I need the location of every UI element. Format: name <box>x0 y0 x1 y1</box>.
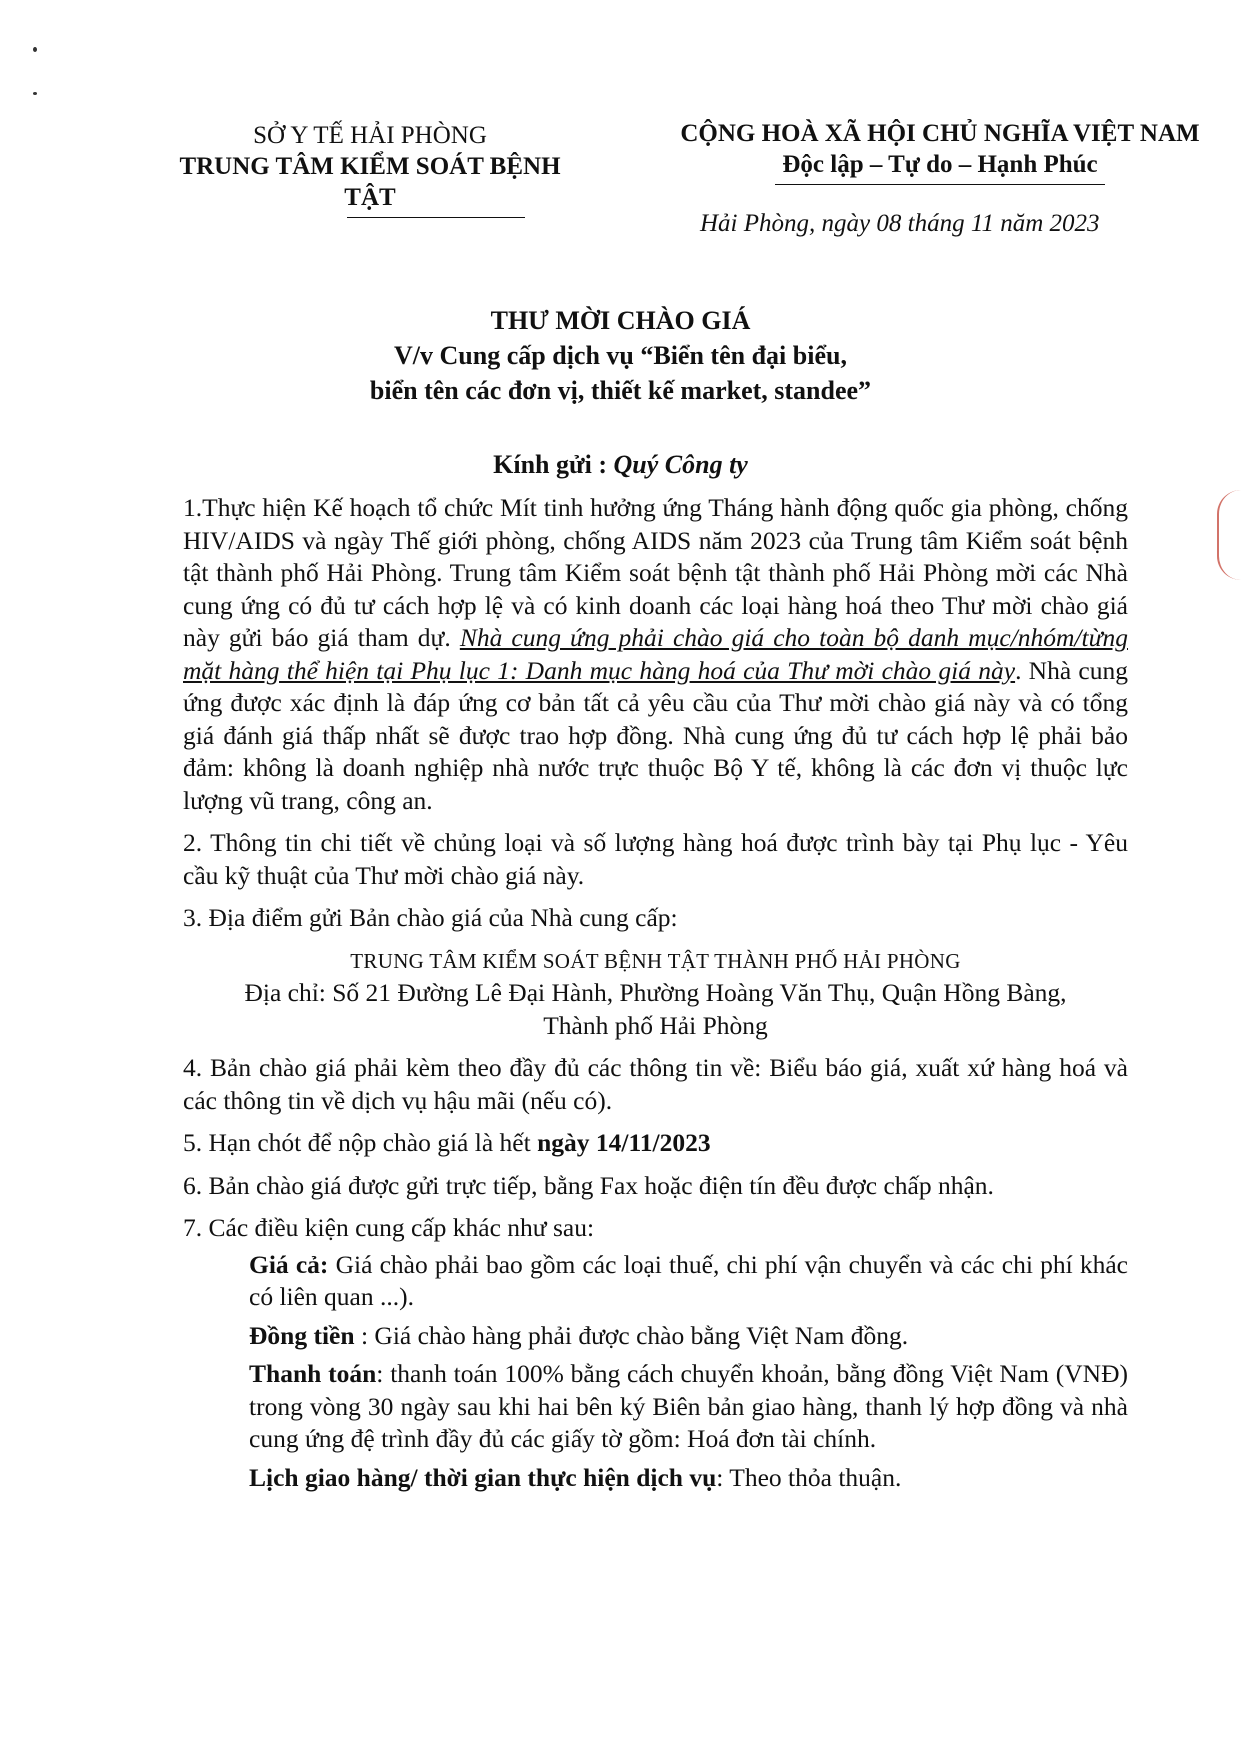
issuer-department: SỞ Y TẾ HẢI PHÒNG <box>253 122 487 149</box>
motto-underline <box>775 184 1105 185</box>
condition-text: : Theo thỏa thuận. <box>716 1462 902 1492</box>
paragraph-1 <box>183 492 1128 817</box>
condition-text: Giá chào phải bao gồm các loại thuế, chi phí vận chuyển và các chi phí khác có liên quan ...). <box>249 1249 1129 1311</box>
scan-speck <box>33 92 37 95</box>
condition-item <box>249 1358 1128 1456</box>
condition-text: : thanh toán 100% bằng cách chuyển khoản, bằng đồng Việt Nam (VNĐ) trong vòng 30 ngày sau khi hai bên ký Biên bản giao hàng, thanh lý hợp đồng và nhà cung ứng đệ trình đầy đủ các giấy tờ gồm: Hoá đơn tài chính. <box>249 1359 1128 1453</box>
condition-item <box>249 1320 1128 1353</box>
document-title <box>0 303 1241 408</box>
scan-speck <box>33 47 37 52</box>
stamp-edge-mark <box>1217 490 1241 580</box>
condition-label: Thanh toán <box>249 1359 377 1388</box>
conditions-list <box>183 1249 1128 1495</box>
condition-item <box>249 1462 1128 1495</box>
submission-address <box>183 945 1128 1043</box>
greeting-label: Kính gửi : <box>493 450 614 479</box>
document-body <box>183 492 1128 1500</box>
underlined-requirement: Nhà cung ứng phải chào giá cho toàn bộ danh mục/nhóm/từng mặt hàng thể hiện tại Phụ lục 1: Danh mục hàng hoá của Thư mời chào giá này <box>183 623 1128 685</box>
paragraph-7: 7. Các điều kiện cung cấp khác như sau: <box>183 1213 595 1242</box>
paragraph-text: . Nhà cung ứng được xác định là đáp ứng cơ bản tất cả yêu cầu của Thư mời chào giá này và có tổng giá đánh giá thấp nhất sẽ được trao hợp đồng. Nhà cung ứng đủ tư cách hợp lệ phải bảo đảm: không là doanh nghiệp nhà nước trực thuộc Bộ Y tế, không là các đơn vị thuộc lực lượng vũ trang, công an. <box>183 655 1128 815</box>
issuer-organization: TRUNG TÂM KIỂM SOÁT BỆNH TẬT <box>179 153 561 211</box>
national-header <box>660 118 1220 185</box>
paragraph-5 <box>183 1127 1128 1160</box>
paragraph-3: 3. Địa điểm gửi Bản chào giá của Nhà cung cấp: <box>183 903 678 932</box>
document-date: Hải Phòng, ngày 08 tháng 11 năm 2023 <box>700 210 1100 237</box>
national-title: CỘNG HOÀ XÃ HỘI CHỦ NGHĨA VIỆT NAM <box>680 120 1200 147</box>
address-organization: TRUNG TÂM KIỂM SOÁT BỆNH TẬT THÀNH PHỐ HẢI PHÒNG <box>350 948 961 973</box>
subject-line: V/v Cung cấp dịch vụ “Biển tên đại biểu, <box>394 341 847 370</box>
paragraph-6: 6. Bản chào giá được gửi trực tiếp, bằng Fax hoặc điện tín đều được chấp nhận. <box>183 1170 994 1200</box>
issuer-header <box>170 120 570 218</box>
condition-label: Lịch giao hàng/ thời gian thực hiện dịch vụ <box>249 1462 717 1492</box>
national-motto: Độc lập – Tự do – Hạnh Phúc <box>782 151 1098 178</box>
title-line: THƯ MỜI CHÀO GIÁ <box>490 306 751 335</box>
address-line: Địa chỉ: Số 21 Đường Lê Đại Hành, Phường Hoàng Văn Thụ, Quận Hồng Bàng, <box>244 978 1067 1007</box>
paragraph-text: 5. Hạn chót để nộp chào giá là hết <box>183 1128 538 1157</box>
subject-line: biển tên các đơn vị, thiết kế market, standee” <box>369 376 872 405</box>
paragraph-2: 2. Thông tin chi tiết về chủng loại và số lượng hàng hoá được trình bày tại Phụ lục - Yêu cầu kỹ thuật của Thư mời chào giá này. <box>183 828 1128 890</box>
greeting-recipient: Quý Công ty <box>613 450 748 479</box>
condition-text: : Giá chào hàng phải được chào bằng Việt Nam đồng. <box>354 1320 909 1350</box>
paragraph-text: 1.Thực hiện Kế hoạch tổ chức Mít tinh hưởng ứng Tháng hành động quốc gia phòng, chống HIV/AIDS và ngày Thế giới phòng, chống AIDS năm 2023 của Trung tâm Kiểm soát bệnh tật thành phố Hải Phòng. Trung tâm Kiểm soát bệnh tật thành phố Hải Phòng mời các Nhà cung ứng có đủ tư cách hợp lệ và có kinh doanh các loại hàng hoá theo Thư mời chào giá này gửi báo giá tham dự. <box>183 493 1128 652</box>
deadline: ngày 14/11/2023 <box>537 1128 711 1157</box>
greeting <box>0 450 1241 480</box>
condition-item <box>249 1249 1128 1314</box>
condition-label: Giá cả: <box>249 1249 329 1279</box>
header-underline <box>347 217 525 218</box>
address-line: Thành phố Hải Phòng <box>543 1010 768 1040</box>
paragraph-4: 4. Bản chào giá phải kèm theo đầy đủ các thông tin về: Biểu báo giá, xuất xứ hàng hoá và các thông tin về dịch vụ hậu mãi (nếu có). <box>183 1053 1128 1115</box>
condition-label: Đồng tiền <box>249 1320 355 1350</box>
